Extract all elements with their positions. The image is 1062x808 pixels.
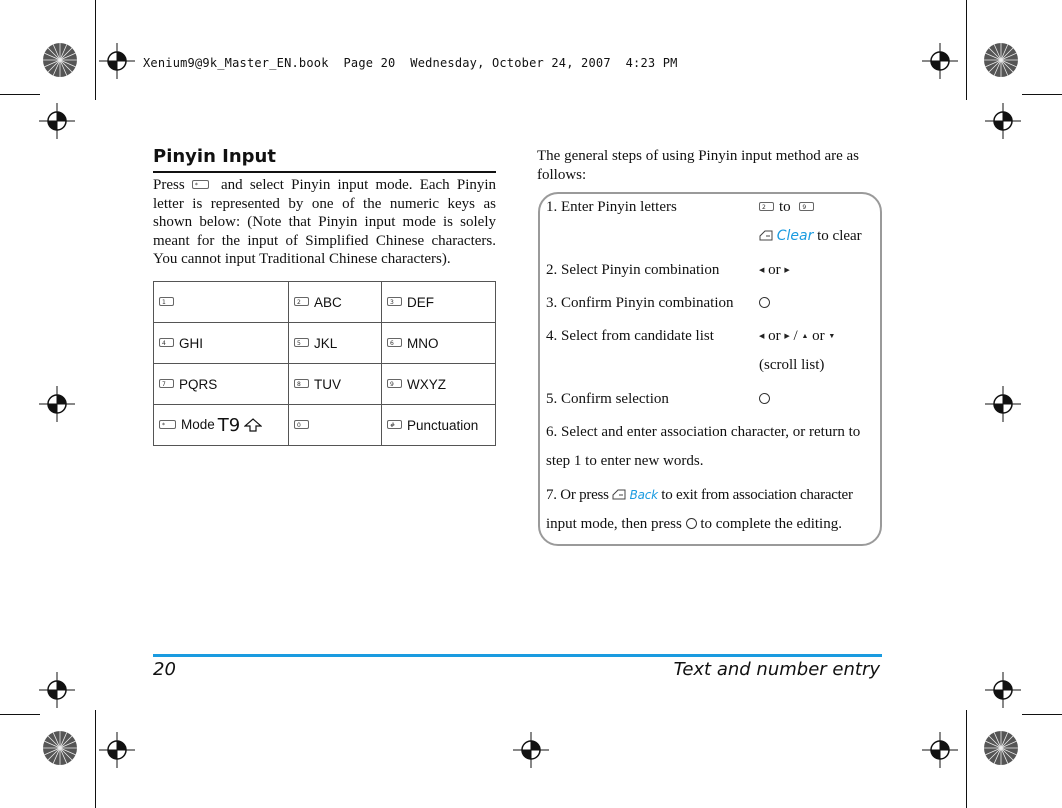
key-label: JKL (314, 335, 338, 351)
key-label: WXYZ (407, 376, 446, 392)
intro-text-after: and select Pinyin input mode. Each Pinyin letter is represented by one of the numeric keys as shown below: (Note that Pinyin input mode is solely meant for the input of Simplified Chinese characters. You cannot input Traditional Chinese characters). (153, 177, 497, 268)
registration-mark-icon (99, 732, 135, 768)
steps-intro: The general steps of using Pinyin input method are as follows: (537, 148, 860, 183)
step-1: 1. Enter Pinyin letters (546, 199, 677, 215)
table-row (154, 323, 496, 364)
table-cell (154, 323, 289, 364)
key-1-icon: 1 (159, 297, 174, 306)
table-cell (289, 364, 382, 405)
registration-mark-icon (922, 43, 958, 79)
key-label: Mode (181, 416, 215, 432)
step-4-note: (scroll list) (759, 357, 825, 373)
key-6-icon: 6 (387, 338, 402, 347)
table-cell (154, 405, 289, 446)
key-9-icon: 9 (387, 379, 402, 388)
down-arrow-icon: ▼ (828, 331, 836, 340)
step-4: 4. Select from candidate list (546, 328, 714, 344)
table-cell (154, 364, 289, 405)
t9-mode-label: T9 (217, 414, 241, 436)
table-cell (382, 282, 496, 323)
step-4-action (759, 326, 835, 347)
step-7-line-2 (546, 514, 842, 534)
intro-paragraph (153, 176, 496, 269)
key-9-icon: 9 (799, 202, 814, 211)
star-target-icon (42, 730, 78, 766)
title-rule (153, 171, 496, 173)
table-row (154, 405, 496, 446)
key-2-icon: 2 (759, 202, 774, 211)
registration-mark-icon (39, 103, 75, 139)
registration-mark-icon (513, 732, 549, 768)
up-arrow-icon: ▲ (801, 331, 809, 340)
key-4-icon: 4 (159, 338, 174, 347)
key-3-icon: 3 (387, 297, 402, 306)
step-3: 3. Confirm Pinyin combination (546, 295, 734, 311)
right-arrow-icon: ▶ (784, 265, 790, 274)
registration-mark-icon (985, 386, 1021, 422)
key-label: PQRS (179, 376, 218, 392)
hash-key-icon: # (387, 420, 402, 429)
book-metadata: Xenium9@9k_Master_EN.book Page 20 Wednesday, October 24, 2007 4:23 PM (143, 56, 678, 70)
registration-mark-icon (985, 672, 1021, 708)
step-7-text-line2-before: input mode, then press (546, 516, 682, 532)
ok-key-icon (759, 393, 770, 404)
soft-key-icon (612, 489, 626, 500)
right-arrow-icon: ▶ (784, 331, 790, 340)
ok-key-icon (759, 297, 770, 308)
left-arrow-icon: ◀ (759, 265, 765, 274)
step-4-connector-2: or (812, 328, 825, 344)
step-7-text-line2-after: to complete the editing. (700, 516, 842, 532)
step-7-text-after: to exit from association character (661, 487, 853, 503)
step-1-clear-text: to clear (817, 228, 862, 244)
step-2-connector: or (768, 262, 781, 278)
key-label: DEF (407, 294, 434, 310)
key-5-icon: 5 (294, 338, 309, 347)
table-cell (289, 405, 382, 446)
soft-key-icon (759, 230, 773, 241)
section-title: Pinyin Input (153, 146, 276, 167)
registration-mark-icon (39, 386, 75, 422)
registration-mark-icon (922, 732, 958, 768)
table-cell (382, 364, 496, 405)
key-0-icon: 0 (294, 420, 309, 429)
key-8-icon: 8 (294, 379, 309, 388)
key-label: TUV (314, 376, 341, 392)
step-5-action (759, 389, 770, 409)
step-7-text-before: 7. Or press (546, 487, 609, 503)
chapter-title: Text and number entry (673, 659, 880, 680)
key-mapping-table (153, 281, 496, 446)
clear-soft-key-label: Clear (776, 228, 814, 244)
star-target-icon (983, 730, 1019, 766)
step-6-line-1: 6. Select and enter association character, or return to (546, 424, 861, 440)
left-arrow-icon: ◀ (759, 331, 765, 340)
step-5: 5. Confirm selection (546, 391, 669, 407)
table-row (154, 282, 496, 323)
step-2-action (759, 260, 790, 281)
table-cell (154, 282, 289, 323)
star-target-icon (983, 42, 1019, 78)
key-2-icon: 2 (294, 297, 309, 306)
step-1-clear-action (759, 226, 862, 246)
table-cell (289, 323, 382, 364)
ok-key-icon (686, 518, 697, 529)
step-1-connector: to (779, 199, 791, 215)
page-number: 20 (153, 659, 176, 680)
table-row (154, 364, 496, 405)
step-6-line-2: step 1 to enter new words. (546, 453, 704, 469)
shift-arrow-icon (244, 418, 262, 432)
table-cell (289, 282, 382, 323)
step-2: 2. Select Pinyin combination (546, 262, 720, 278)
key-label: Punctuation (407, 417, 479, 433)
key-label: GHI (179, 335, 204, 351)
table-cell (382, 323, 496, 364)
back-soft-key-label: Back (629, 488, 658, 502)
registration-mark-icon (39, 672, 75, 708)
key-label: MNO (407, 335, 439, 351)
footer-rule (153, 654, 882, 657)
registration-mark-icon (99, 43, 135, 79)
key-7-icon: 7 (159, 379, 174, 388)
intro-text-before: Press (153, 177, 185, 193)
star-key-icon: * (159, 420, 176, 429)
step-4-connector-1: or (768, 328, 781, 344)
star-target-icon (42, 42, 78, 78)
star-key-icon: * (192, 180, 209, 189)
step-1-action (759, 197, 819, 217)
step-3-action (759, 293, 770, 313)
registration-mark-icon (985, 103, 1021, 139)
step-7-line-1 (546, 485, 853, 505)
step-4-separator: / (793, 328, 798, 344)
table-cell (382, 405, 496, 446)
key-label: ABC (314, 294, 342, 310)
